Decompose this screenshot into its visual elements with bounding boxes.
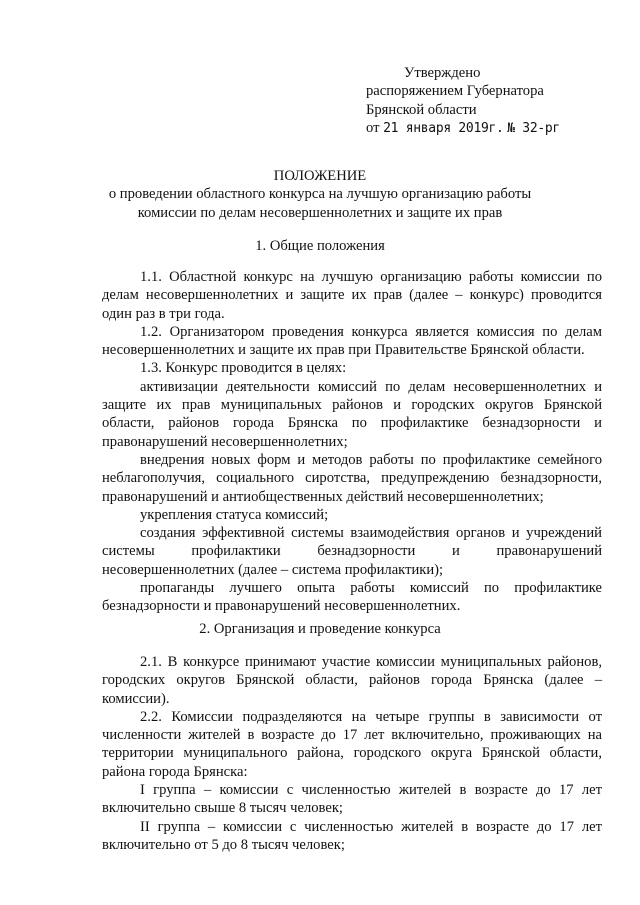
- approval-number: № 32-рг: [507, 120, 560, 136]
- goal-item-3: укрепления статуса комиссий;: [140, 506, 329, 523]
- goal-item-1: активизации деятельности комиссий по делам несовершеннолетних и защите их прав муниципальных районов и городских округов Брянской области, районов города Брянска по профилактике безнадзорности и правонарушений несовершеннолетних;: [102, 378, 602, 450]
- paragraph-2-2: 2.2. Комиссии подразделяются на четыре группы в зависимости от численности жителей в возрасте до 17 лет включительно, проживающих на территории муниципального района, городского округа Брянской области, района города Брянска:: [102, 708, 602, 780]
- title-line-1: о проведении областного конкурса на лучшую организацию работы: [108, 186, 532, 203]
- approval-line-date: [366, 119, 616, 138]
- section-1-heading: 1. Общие положения: [255, 238, 385, 254]
- document-title: [100, 167, 540, 222]
- section-1-body: [102, 268, 602, 616]
- approval-line-order: распоряжением Губернатора: [366, 83, 544, 100]
- section-2-heading: 2. Организация и проведение конкурса: [199, 621, 441, 637]
- title-line-2: комиссии по делам несовершеннолетних и защите их прав: [137, 204, 503, 221]
- paragraph-1-3: 1.3. Конкурс проводится в целях:: [140, 360, 347, 377]
- paragraph-1-2: 1.2. Организатором проведения конкурса является комиссия по делам несовершеннолетних и защите их прав при Правительстве Брянской области.: [102, 323, 602, 359]
- approval-date-prefix: от: [366, 119, 380, 136]
- title-heading: ПОЛОЖЕНИЕ: [273, 168, 367, 184]
- group-item-2: II группа – комиссии с численностью жителей в возрасте до 17 лет включительно от 5 до 8 тысяч человек;: [102, 818, 602, 853]
- approval-line-region: Брянской области: [366, 101, 477, 118]
- approval-date: 21 января 2019г.: [383, 120, 504, 136]
- paragraph-1-1: 1.1. Областной конкурс на лучшую организацию работы комиссии по делам несовершеннолетних и защите их прав (далее – конкурс) проводится один раз в три года.: [102, 269, 602, 322]
- goal-item-5: пропаганды лучшего опыта работы комиссий по профилактике безнадзорности и правонарушений несовершеннолетних.: [102, 580, 602, 615]
- goal-item-4: создания эффективной системы взаимодействия органов и учреждений системы профилактики безнадзорности и правонарушений несовершеннолетних (далее – система профилактики);: [102, 525, 602, 578]
- goal-item-2: внедрения новых форм и методов работы по профилактике семейного неблагополучия, социального сиротства, предупреждению безнадзорности, правонарушений и антиобщественных действий несовершеннолетних;: [102, 451, 602, 505]
- group-item-1: I группа – комиссии с численностью жителей в возрасте до 17 лет включительно свыше 8 тысяч человек;: [102, 782, 602, 817]
- section-2-body: [102, 653, 602, 854]
- approval-line-approved: Утверждено: [404, 65, 481, 81]
- approval-stamp: [366, 64, 616, 138]
- paragraph-2-1: 2.1. В конкурсе принимают участие комиссии муниципальных районов, городских округов Брянской области, районов города Брянска (далее – комиссии).: [102, 654, 602, 707]
